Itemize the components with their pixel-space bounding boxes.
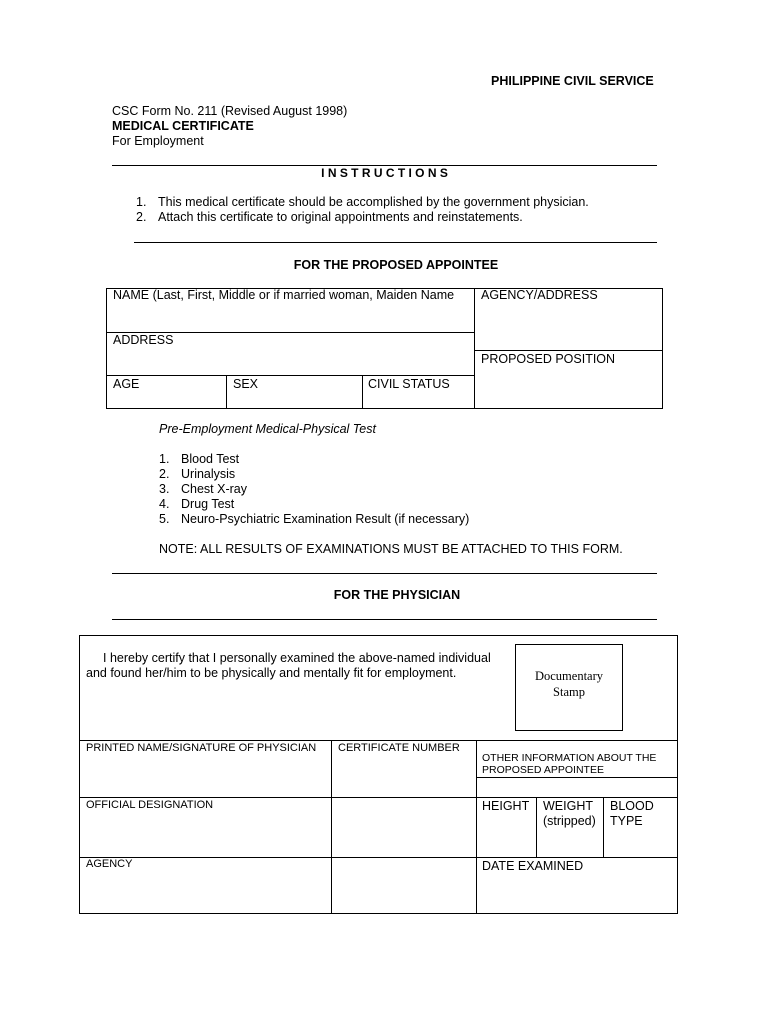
stamp-label-2: Stamp bbox=[553, 685, 585, 699]
blood-type-label-2: TYPE bbox=[610, 814, 643, 828]
civil-service-header: PHILIPPINE CIVIL SERVICE bbox=[491, 74, 654, 88]
height-field[interactable]: HEIGHT bbox=[482, 799, 530, 813]
civil-status-field[interactable]: CIVIL STATUS bbox=[368, 377, 450, 391]
list-item: 1. Blood Test bbox=[159, 452, 240, 466]
weight-field[interactable]: WEIGHT bbox=[543, 799, 593, 813]
physician-name-signature-field[interactable]: PRINTED NAME/SIGNATURE OF PHYSICIAN bbox=[86, 742, 317, 754]
certificate-number-field[interactable]: CERTIFICATE NUMBER bbox=[338, 742, 460, 754]
official-designation-field[interactable]: OFFICIAL DESIGNATION bbox=[86, 799, 214, 811]
form-number: CSC Form No. 211 (Revised August 1998) bbox=[112, 104, 348, 118]
certification-line-1: I hereby certify that I personally examined the above-named individual bbox=[103, 651, 491, 665]
certification-line-2: and found her/him to be physically and mentally fit for employment. bbox=[86, 666, 457, 680]
agency-address-field[interactable]: AGENCY/ADDRESS bbox=[481, 288, 598, 302]
list-item: 1. This medical certificate should be accomplished by the government physician. bbox=[136, 195, 589, 209]
stamp-label-1: Documentary bbox=[534, 669, 604, 683]
tests-heading: Pre-Employment Medical-Physical Test bbox=[159, 422, 376, 436]
instructions-heading: I N S T R U C T I O N S bbox=[321, 166, 448, 180]
form-title: MEDICAL CERTIFICATE bbox=[112, 119, 254, 133]
weight-stripped-label: (stripped) bbox=[543, 814, 596, 828]
other-info-label-1: OTHER INFORMATION ABOUT THE bbox=[482, 752, 657, 764]
list-item: 3. Chest X-ray bbox=[159, 482, 247, 496]
list-item: 4. Drug Test bbox=[159, 497, 235, 511]
other-info-label-2: PROPOSED APPOINTEE bbox=[482, 764, 604, 776]
date-examined-field[interactable]: DATE EXAMINED bbox=[482, 859, 584, 873]
divider bbox=[134, 242, 657, 243]
divider bbox=[112, 573, 657, 574]
agency-field[interactable]: AGENCY bbox=[86, 858, 133, 870]
proposed-position-field[interactable]: PROPOSED POSITION bbox=[481, 352, 616, 366]
physician-heading: FOR THE PHYSICIAN bbox=[333, 588, 461, 602]
age-field[interactable]: AGE bbox=[113, 377, 140, 391]
blood-type-field[interactable]: BLOOD bbox=[610, 799, 654, 813]
tests-list bbox=[159, 452, 469, 527]
address-field[interactable]: ADDRESS bbox=[113, 333, 174, 347]
list-item: 5. Neuro-Psychiatric Examination Result (if necessary) bbox=[159, 512, 470, 526]
sex-field[interactable]: SEX bbox=[233, 377, 259, 391]
name-field[interactable]: NAME (Last, First, Middle or if married woman, Maiden Name bbox=[113, 288, 455, 302]
divider bbox=[112, 619, 657, 620]
list-item: 2. Attach this certificate to original appointments and reinstatements. bbox=[136, 210, 523, 224]
instructions-list bbox=[136, 195, 589, 225]
appointee-heading: FOR THE PROPOSED APPOINTEE bbox=[293, 258, 499, 272]
results-note: NOTE: ALL RESULTS OF EXAMINATIONS MUST BE ATTACHED TO THIS FORM. bbox=[159, 542, 623, 556]
form-subtitle: For Employment bbox=[112, 134, 204, 148]
list-item: 2. Urinalysis bbox=[159, 467, 236, 481]
